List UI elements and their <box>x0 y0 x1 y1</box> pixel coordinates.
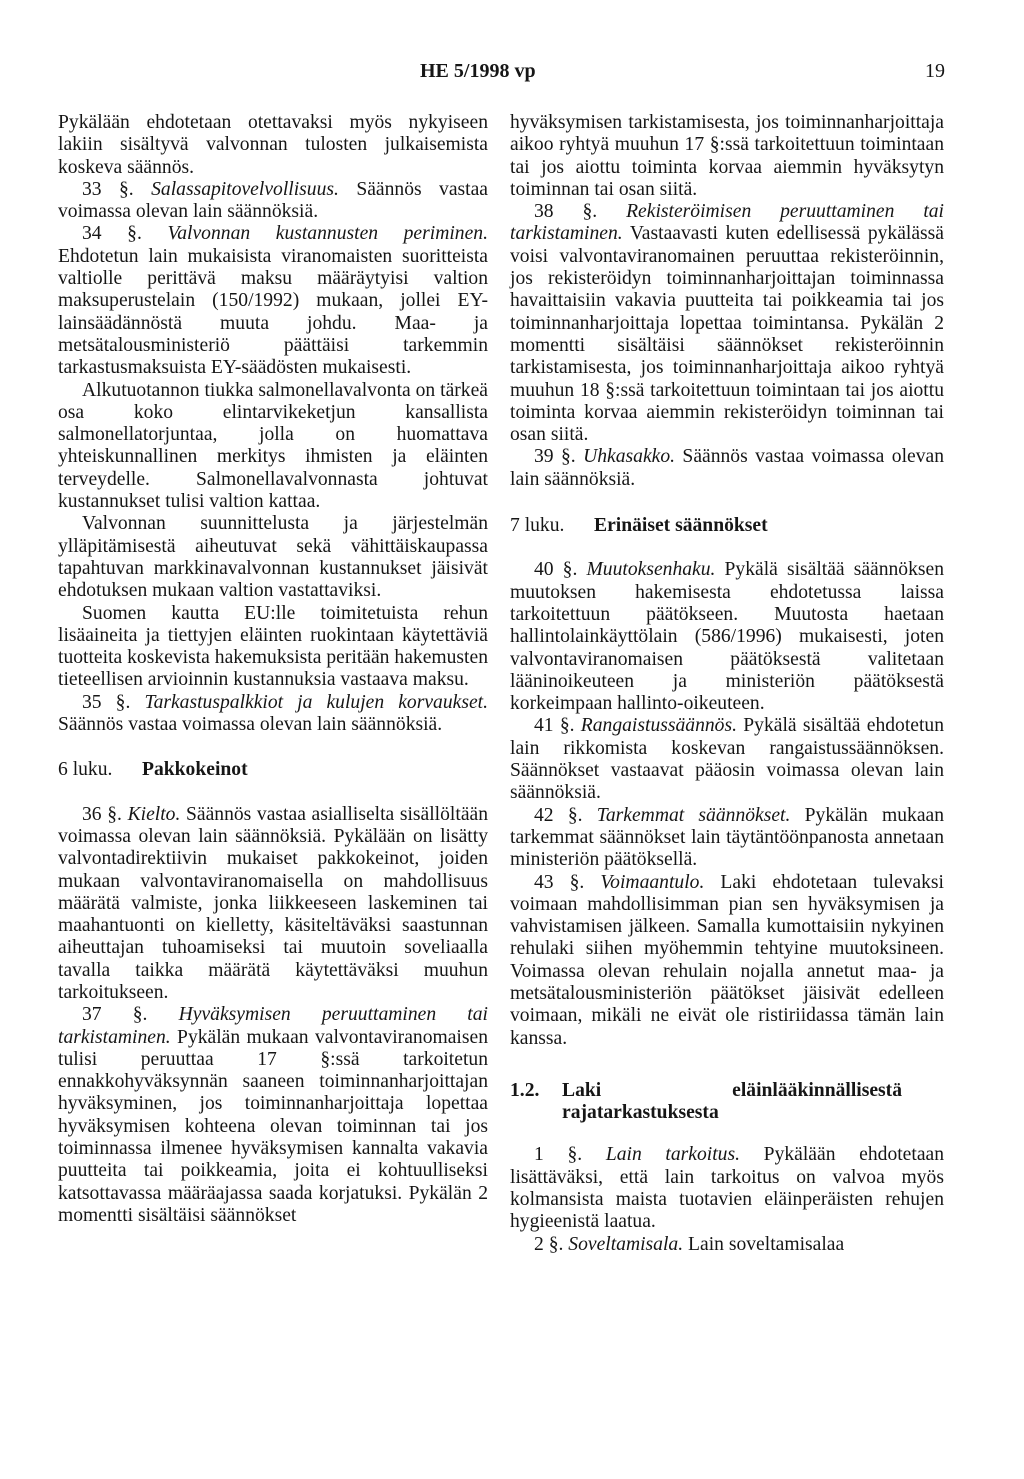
section-40: 40 §. Muutoksenhaku. Pykälä sisältää säännöksen muutoksen hakemisesta ehdotetussa laissa tarkoitettuun päätökseen. Muutosta haetaan hallintolainkäyttölain (586/1996) mukaisesti, joten valvontaviranomaisen päätöksestä valitetaan lääninoikeuteen ja ministeriön päätöksestä korkeimpaan hallinto-oikeuteen. <box>510 559 945 715</box>
paragraph: Alkutuotannon tiukka salmonellavalvonta on tärkeä osa koko elintarvikeketjun kansallista salmonellatorjuntaa, jolla on huomattava yhteiskunnallinen merkitys ihmisten ja eläinten terveydelle. Salmonellavalvonnasta johtuvat kustannukset tulisi valtion kattaa. <box>58 379 488 513</box>
paragraph: hyväksymisen tarkistamisesta, jos toiminnanharjoittaja aikoo ryhtyä muuhun 17 §:ssä tarkoitettuun toimintaan tai jos aiottu toiminta korvaa aiemmin hyväksytyn toiminnan tai osan siitä. <box>510 112 944 200</box>
section-35: 35 §. Tarkastuspalkkiot ja kulujen korvaukset. Säännös vastaa voimassa olevan lain säännöksiä. <box>58 691 489 736</box>
page-header <box>0 60 1024 90</box>
section-1: 1 §. Lain tarkoitus. Pykälään ehdotetaan lisättäväksi, että lain tarkoitus on valvoa myös kolmansista maista tuotavien eläinperäisten rehujen hygieenistä laatua. <box>510 1144 945 1233</box>
document-id: HE 5/1998 vp <box>420 60 536 82</box>
section-2: 2 §. Soveltamisala. Lain soveltamisalaa <box>534 1233 845 1255</box>
paragraph: Pykälään ehdotetaan otettavaksi myös nykyiseen lakiin sisältyvä valvonnan tulosten julkaisemista koskeva säännös. <box>58 112 488 178</box>
section-43: 43 §. Voimaantulo. Laki ehdotetaan tulevaksi voimaan mahdollisimman pian sen hyväksymisen ja vahvistamisen jälkeen. Samalla kumottaisiin nykyinen rehulaki siihen myöhemmin tehtyine muutoksineen. Voimassa olevan rehulain nojalla annetut maa- ja metsätalousministeriön päätökset jäisivät edelleen voimaan, mikäli ne eivät ole ristiriidassa tämän lain kanssa. <box>510 871 944 1049</box>
left-column <box>58 112 488 1227</box>
chapter-7-heading: 7 luku. Erinäiset säännökset <box>510 515 768 537</box>
section-42: 42 §. Tarkemmat säännökset. Pykälän mukaan tarkemmat säännökset lain täytäntöönpanosta annetaan ministeriön päätöksellä. <box>510 804 945 871</box>
right-column <box>510 112 944 1256</box>
section-36: 36 §. Kielto. Säännös vastaa asialliselta sisällöltään voimassa olevan lain säännöksiä. Pykälään on lisätty valvontadirektiivin mukaiset pakkokeinot, joiden mukaan valvontaviranomaisella on mahdollisuus määrätä valmiste, jonka liikkeeseen laskeminen tai maahantuonti on kielletty, käsiteltäväksi saastunnan aiheuttajan tuhoamiseksi tai muutoin soveliaalla tavalla taikka määrätä käytettäväksi muuhun tarkoitukseen. <box>58 803 489 1003</box>
section-37: 37 §. Hyväksymisen peruuttaminen tai tarkistaminen. Pykälän mukaan valvontaviranomaisen tulisi peruuttaa 17 §:ssä tarkoitetun ennakkohyväksynnän saaneen toiminnanharjoittajan hyväksyminen, jos toiminnanharjoittaja lopettaa hyväksymisen kohteena olevan toiminnan tai jos toiminnassa ilmenee hyväksymisen kannalta vakavia puutteita tai poikkeamia, joita ei kohtuulliseksi katsottavassa määräajassa saada korjatuksi. Pykälän 2 momentti sisältäisi säännökset <box>58 1004 488 1226</box>
paragraph: Valvonnan suunnittelusta ja järjestelmän ylläpitämisestä aiheutuvat sekä vähittäiskaupassa tapahtuvan markkinavalvonnan kustannukset jäisivät ehdotuksen mukaan valtion vastattaviksi. <box>58 513 488 602</box>
page-number: 19 <box>925 60 945 82</box>
paragraph: Suomen kautta EU:lle toimitetuista rehun lisäaineita ja tiettyjen eläinten ruokintaan käytettäviä tuotteita koskevista hakemuksista peritään hakemusten tieteellisen arvioinnin kustannuksia vastaava maksu. <box>58 602 488 691</box>
section-41: 41 §. Rangaistussäännös. Pykälä sisältää ehdotetun lain rikkomista koskevan rangaistussäännöksen. Säännökset vastaavat pääosin voimassa olevan lain säännöksiä. <box>510 715 945 804</box>
section-1-2-heading: 1.2. Laki eläinlääkinnällisestä rajatarkastuksesta <box>510 1079 902 1124</box>
section-34: 34 §. Valvonnan kustannusten periminen. Ehdotetun lain mukaisista viranomaisten suoritteista valtiolle perittävä maksu määräytyisi valtion maksuperustelain (150/1992) mukaan, jollei EY-lainsäädännöstä muuta johdu. Maa- ja metsätalousministeriö päättäisi tarkemmin tarkastusmaksuista EY-säädösten mukaisesti. <box>58 223 488 379</box>
section-39: 39 §. Uhkasakko. Säännös vastaa voimassa olevan lain säännöksiä. <box>510 446 944 490</box>
section-38: 38 §. Rekisteröimisen peruuttaminen tai tarkistaminen. Vastaavasti kuten edellisessä pykälässä voisi valvontaviranomainen peruuttaa rekisteröinnin, jos rekisteröidyn toiminnanharjoittajan toiminnassa havaittaisiin vakavia puutteita tai poikkeamia tai jos toiminnanharjoittaja lopettaa toimintansa. Pykälän 2 momentti sisältäisi säännökset rekisteröinnin tarkistamisesta, jos toiminnanharjoittaja aikoo ryhtyä muuhun 18 §:ssä tarkoitettuun toimintaan tai jos aiottu toiminta korvaa aiemmin rekisteröidyn toiminnan tai osan siitä. <box>510 201 945 446</box>
chapter-6-heading: 6 luku. Pakkokeinot <box>58 759 248 781</box>
section-33: 33 §. Salassapitovelvollisuus. Säännös vastaa voimassa olevan lain säännöksiä. <box>58 178 489 223</box>
